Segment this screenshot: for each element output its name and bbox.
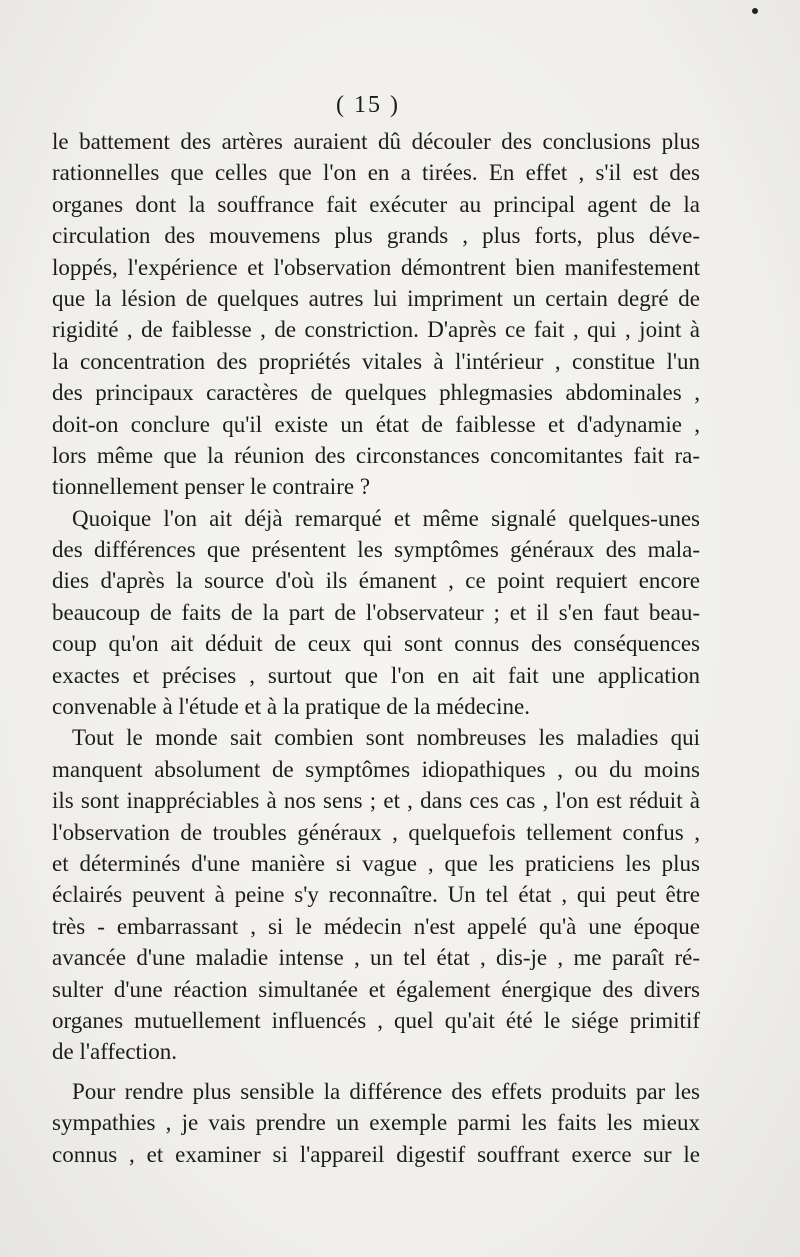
text-line: doit-on conclure qu'il existe un état de faiblesse et d'adynamie , (52, 411, 700, 437)
text-line: tionnellement penser le contraire ? (52, 474, 371, 500)
text-line: que la lésion de quelques autres lui impriment un certain degré de (52, 285, 700, 311)
text-line: circulation des mouvemens plus grands , plus forts, plus déve- (52, 223, 700, 249)
text-line: de l'affection. (52, 1039, 178, 1065)
text-line: sulter d'une réaction simultanée et également énergique des divers (52, 976, 700, 1002)
paragraph-1 (52, 126, 700, 503)
paragraph-spacer (52, 1068, 700, 1076)
text-line: ils sont inappréciables à nos sens ; et , dans ces cas , l'on est réduit à (52, 788, 700, 814)
paragraph-3 (52, 722, 700, 1067)
ink-dot (752, 8, 758, 14)
text-line: des principaux caractères de quelques phlegmasies abdominales , (52, 380, 700, 406)
text-line: exactes et précises , surtout que l'on en ait fait une application (52, 662, 700, 688)
text-line: beaucoup de faits de la part de l'observateur ; et il s'en faut beau- (52, 599, 700, 625)
text-line: dies d'après la source d'où ils émanent , ce point requiert encore (52, 568, 700, 594)
page-number: ( 15 ) (336, 92, 400, 118)
paragraph-2 (52, 503, 700, 723)
text-line: organes dont la souffrance fait exécuter au principal agent de la (52, 191, 700, 217)
text-line: la concentration des propriétés vitales à l'intérieur , constitue l'un (52, 348, 700, 374)
text-line: lors même que la réunion des circonstances concomitantes fait ra- (52, 442, 700, 468)
text-line: Pour rendre plus sensible la différence des effets produits par les (72, 1078, 700, 1104)
text-line: sympathies , je vais prendre un exemple parmi les faits les mieux (52, 1110, 700, 1136)
text-line: organes mutuellement influencés , quel qu'ait été le siége primitif (52, 1007, 700, 1033)
text-line: convenable à l'étude et à la pratique de la médecine. (52, 694, 530, 720)
text-line: et déterminés d'une manière si vague , que les praticiens les plus (52, 850, 700, 876)
text-line: loppés, l'expérience et l'observation démontrent bien manifestement (52, 254, 700, 280)
text-line: très - embarrassant , si le médecin n'est appelé qu'à une époque (52, 913, 700, 939)
paragraph-4 (52, 1076, 700, 1170)
text-line: des différences que présentent les symptômes généraux des mala- (52, 537, 700, 563)
text-line: éclairés peuvent à peine s'y reconnaître. Un tel état , qui peut être (52, 882, 700, 908)
text-line: connus , et examiner si l'appareil digestif souffrant exerce sur le (52, 1141, 700, 1167)
text-line: le battement des artères auraient dû découler des conclusions plus (52, 129, 700, 154)
text-line: rationnelles que celles que l'on en a tirées. En effet , s'il est des (52, 160, 700, 186)
text-line: manquent absolument de symptômes idiopathiques , ou du moins (52, 756, 700, 782)
text-line: l'observation de troubles généraux , quelquefois tellement confus , (52, 819, 700, 845)
text-line: avancée d'une maladie intense , un tel état , dis-je , me paraît ré- (52, 945, 700, 971)
text-line: rigidité , de faiblesse , de constriction. D'après ce fait , qui , joint à (52, 317, 700, 343)
text-line: Tout le monde sait combien sont nombreuses les maladies qui (72, 725, 700, 751)
text-line: Quoique l'on ait déjà remarqué et même signalé quelques-unes (72, 505, 700, 531)
text-line: coup qu'on ait déduit de ceux qui sont connus des conséquences (52, 631, 700, 657)
body-text (52, 126, 700, 1170)
